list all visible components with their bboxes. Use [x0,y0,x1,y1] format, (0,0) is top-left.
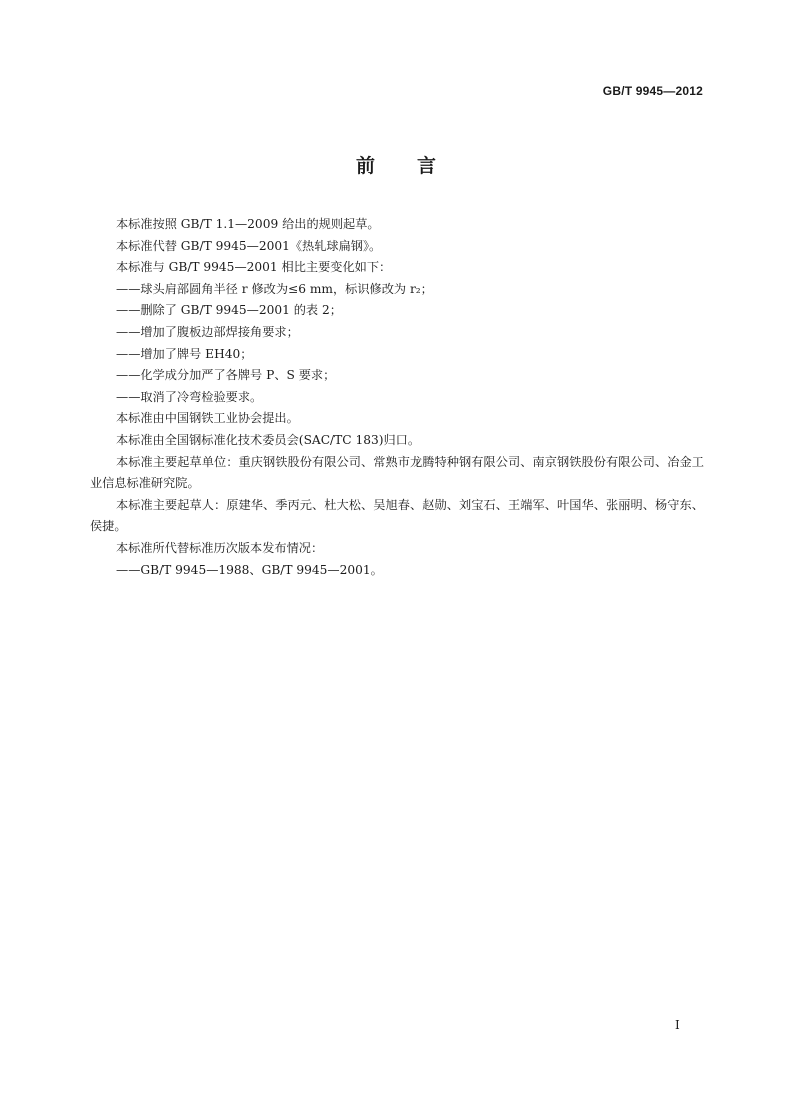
page-number: I [675,1018,680,1032]
paragraph-drafting-rules: 本标准按照 GB/T 1.1—2009 给出的规则起草。 [116,217,380,231]
standard-code: GB/T 9945—2012 [602,84,703,98]
paragraph-drafters: 本标准主要起草人：原建华、季丙元、杜大松、吴旭春、赵勋、刘宝石、王端军、叶国华、张丽明、杨守东、侯捷。 [90,497,704,534]
list-item-change: ——取消了冷弯检验要求。 [116,389,263,404]
document-body [90,214,704,581]
paragraph-replaces: 本标准代替 GB/T 9945—2001《热轧球扁钢》。 [116,238,382,253]
list-item-change: ——增加了腹板边部焊接角要求； [116,324,299,339]
list-item-change: ——球头肩部圆角半径 r 修改为≤6 mm，标识修改为 r₂； [116,281,433,296]
paragraph-drafting-units: 本标准主要起草单位：重庆钢铁股份有限公司、常熟市龙腾特种钢有限公司、南京钢铁股份有限公司、冶金工业信息标准研究院。 [90,454,704,491]
list-item-change: ——增加了牌号 EH40； [116,346,253,361]
paragraph-centralized-by: 本标准由全国钢标准化技术委员会(SAC/TC 183)归口。 [116,432,421,447]
list-item-change: ——化学成分加严了各牌号 P、S 要求； [116,368,336,383]
paragraph-history-intro: 本标准所代替标准历次版本发布情况： [116,540,324,555]
page-title: 前言 [355,155,478,177]
list-item-history: ——GB/T 9945—1988、GB/T 9945—2001。 [116,562,383,577]
paragraph-changes-intro: 本标准与 GB/T 9945—2001 相比主要变化如下： [116,260,392,275]
paragraph-proposed-by: 本标准由中国钢铁工业协会提出。 [116,411,299,426]
list-item-change: ——删除了 GB/T 9945—2001 的表 2； [116,303,342,318]
